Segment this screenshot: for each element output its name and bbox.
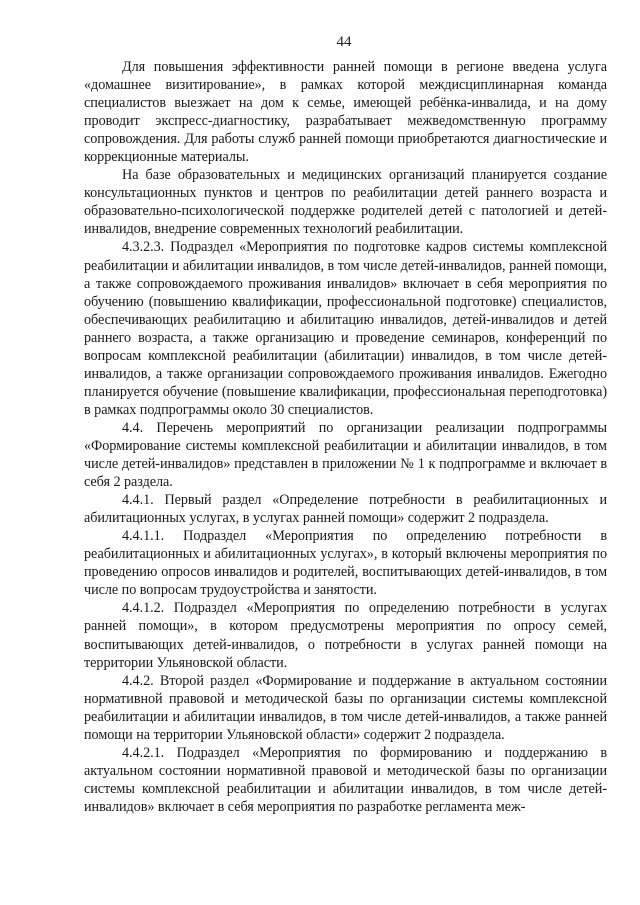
- paragraph-4-4-2: 4.4.2. Второй раздел «Формирование и поддержание в актуальном состоянии нормативной правовой и методической базы по организации системы комплексной реабилитации и абилитации инвалидов, в том числе детей-инвалидов, а также ранней помощи на территории Ульяновской области» содержит 2 подраздела.: [84, 672, 607, 743]
- paragraph-4-4-2-1: 4.4.2.1. Подраздел «Мероприятия по формированию и поддержанию в актуальном состоянии нормативной правовой и методической базы по организации системы комплексной реабилитации и абилитации инвалидов, в том числе детей-инвалидов» включает в себя мероприятия по разработке регламента меж-: [84, 744, 607, 815]
- paragraph-4-4-1-2: 4.4.1.2. Подраздел «Мероприятия по определению потребности в услугах ранней помощи», в котором предусмотрены мероприятия по опросу семей, воспитывающих детей-инвалидов, о потребности в услугах ранней помощи на территории Ульяновской области.: [84, 600, 607, 671]
- paragraph-consultation-centers: На базе образовательных и медицинских организаций планируется создание консультационных пунктов и центров по реабилитации детей раннего возраста и образовательно-психологической поддержке родителей детей с патологией и детей-инвалидов, внедрение современных технологий реабилитации.: [84, 167, 607, 238]
- paragraph-home-visiting: Для повышения эффективности ранней помощи в регионе введена услуга «домашнее визитирование», в рамках которой междисциплинарная команда специалистов выезжает на дом к семье, имеющей ребёнка-инвалида, и на дому проводит экспресс-диагностику, разрабатывает межведомственную программу сопровождения. Для работы служб ранней помощи приобретаются диагностические и коррекционные материалы.: [84, 59, 607, 166]
- paragraph-4-3-2-3: 4.3.2.3. Подраздел «Мероприятия по подготовке кадров системы комплексной реабилитации и абилитации инвалидов, в том числе детей-инвалидов, ранней помощи, а также сопровождаемого проживания инвалидов» включает в себя мероприятия по обучению (повышению квалификации, профессиональной подготовке) специалистов, обеспечивающих реабилитацию и абилитацию инвалидов, детей-инвалидов и детей раннего возраста, а также организацию и проведение семинаров, конференций по вопросам комплексной реабилитации (абилитации) инвалидов, в том числе детей-инвалидов, а также организации сопровождаемого проживания инвалидов. Ежегодно планируется обучение (повышение квалификации, профессиональная переподготовка) в рамках подпрограммы около 30 специалистов.: [84, 239, 607, 418]
- paragraph-4-4-1-1: 4.4.1.1. Подраздел «Мероприятия по определению потребности в реабилитационных и абилитационных услугах», в который включены мероприятия по проведению опросов инвалидов и родителей, воспитывающих детей-инвалидов, в том числе по вопросам трудоустройства и занятости.: [84, 528, 607, 599]
- paragraph-4-4: 4.4. Перечень мероприятий по организации реализации подпрограммы «Формирование системы комплексной реабилитации и абилитации инвалидов, в том числе детей-инвалидов» представлен в приложении № 1 к подпрограмме и включает в себя 2 раздела.: [84, 419, 607, 491]
- page-number: 44: [336, 34, 352, 50]
- paragraph-4-4-1: 4.4.1. Первый раздел «Определение потребности в реабилитационных и абилитационных услугах, в услугах ранней помощи» содержит 2 подраздела.: [84, 492, 607, 527]
- document-body: [84, 58, 607, 816]
